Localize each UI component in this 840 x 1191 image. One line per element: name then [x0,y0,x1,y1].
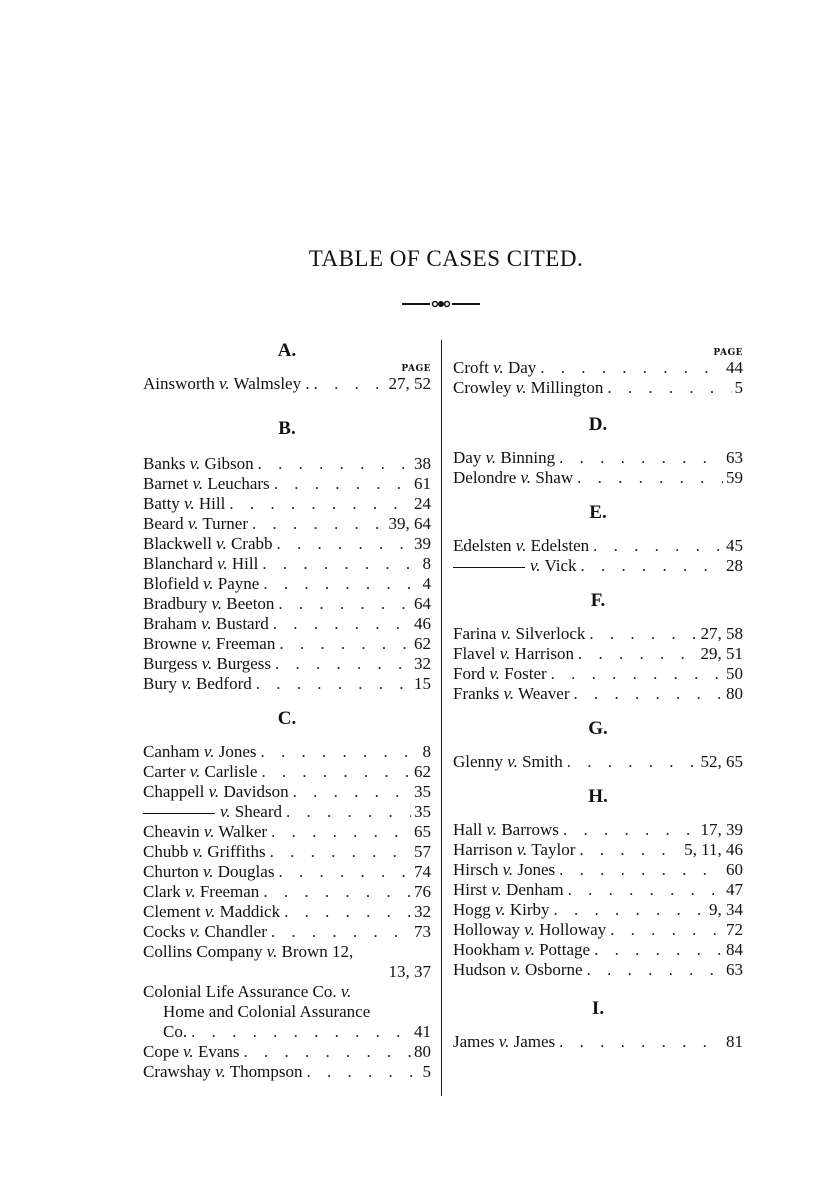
case-name: Chappell v. Davidson [143,782,289,801]
case-entry [143,1062,431,1082]
section-letter-e: E. [589,502,607,523]
case-page: 27, 52 [388,374,431,393]
right-column [453,340,743,1052]
case-entry [453,940,743,960]
case-page: 76 [414,882,431,901]
case-page: 8 [422,742,431,761]
case-page: 27, 58 [700,624,743,643]
case-entry [453,624,743,644]
case-entry [453,880,743,900]
case-entry [453,684,743,704]
case-page: 4 [422,574,431,593]
case-page: 28 [726,556,743,575]
case-entry [143,514,431,534]
case-page: 74 [414,862,431,881]
case-name: Ainsworth v. Walmsley . [143,374,310,393]
case-page: 38 [414,454,431,473]
section-letter-g: G. [588,718,608,739]
case-page: 46 [414,614,431,633]
case-page: 80 [414,1042,431,1061]
page-title: TABLE OF CASES CITED. [308,246,584,271]
case-name: Bradbury v. Beeton [143,594,275,613]
case-page: 65 [414,822,431,841]
case-page: 39, 64 [388,514,431,533]
case-name: Franks v. Weaver [453,684,570,703]
case-page: 32 [414,654,431,673]
case-entry [143,374,431,394]
case-entry [143,454,431,474]
case-entry [143,474,431,494]
section-letter-a: A. [277,340,297,361]
ornament-rule-icon [402,296,480,312]
case-page: 5 [734,378,743,397]
case-page: 59 [726,468,743,487]
case-entry [143,674,431,694]
case-entry-collins [143,942,431,982]
case-page: 8 [422,554,431,573]
case-page: 5, 11, 46 [684,840,743,859]
case-name: Crawshay v. Thompson [143,1062,303,1081]
case-page: 15 [414,674,431,693]
case-name: Hirsch v. Jones [453,860,556,879]
case-entry [453,468,743,488]
case-page: 41 [414,1022,431,1041]
case-name: Day v. Binning [453,448,556,467]
case-page: 17, 39 [700,820,743,839]
case-page: 63 [726,960,743,979]
case-entry [143,882,431,902]
case-name: Beard v. Turner [143,514,248,533]
case-page: 64 [414,594,431,613]
page-column-header: PAGE [401,364,431,374]
case-name: Hirst v. Denham [453,880,564,899]
case-name: Clement v. Maddick [143,902,281,921]
case-name: Hogg v. Kirby [453,900,550,919]
case-name: Collins Company v. Brown 12, [143,942,354,961]
section-letter-c: C. [277,708,297,729]
case-entry [453,644,743,664]
case-entry [143,782,431,802]
case-name: Bury v. Bedford [143,674,252,693]
case-name: v. Vick [453,556,577,576]
case-page: 57 [414,842,431,861]
case-name: Farina v. Silverlock [453,624,586,643]
case-page: 60 [726,860,743,879]
case-page: 24 [414,494,431,513]
case-name: Chubb v. Griffiths [143,842,266,861]
case-entry [143,902,431,922]
case-entry [143,742,431,762]
case-name: Burgess v. Burgess [143,654,272,673]
case-entry [453,900,743,920]
section-letter-b: B. [278,418,296,439]
case-name: v. Sheard [143,802,282,822]
case-entry [143,654,431,674]
case-page: 5 [422,1062,431,1081]
case-entry [143,614,431,634]
section-letter-f: F. [590,590,606,611]
case-entry [453,358,743,378]
case-page: 45 [726,536,743,555]
case-entry [143,842,431,862]
case-page: 44 [726,358,743,377]
case-entry [453,1032,743,1052]
case-page: 73 [414,922,431,941]
page-column-header: PAGE [713,348,743,358]
case-name: Croft v. Day [453,358,537,377]
case-page: 80 [726,684,743,703]
section-letter-h: H. [588,786,608,807]
case-page: 35 [414,802,431,821]
ditto-dash [143,813,215,814]
case-entry [453,536,743,556]
case-name: Browne v. Freeman [143,634,276,653]
case-page: 35 [414,782,431,801]
case-page: 63 [726,448,743,467]
section-letter-i: I. [591,998,605,1019]
case-entry [143,762,431,782]
case-entry [453,664,743,684]
case-entry [143,494,431,514]
case-name: Cocks v. Chandler [143,922,267,941]
case-entry [453,960,743,980]
case-name-cont: Home and Colonial Assurance [163,1002,371,1021]
ditto-dash [453,567,525,568]
case-entry [453,820,743,840]
case-page: 32 [414,902,431,921]
case-page: 50 [726,664,743,683]
section-letter-d: D. [588,414,608,435]
left-column [143,340,431,1082]
case-name: Batty v. Hill [143,494,226,513]
case-entry [453,920,743,940]
case-page: 29, 51 [700,644,743,663]
case-page: 61 [414,474,431,493]
case-page: 47 [726,880,743,899]
case-entry [143,802,431,822]
case-name-cont: Co. [163,1022,188,1041]
case-name: Cope v. Evans [143,1042,240,1061]
case-page: 13, 37 [388,962,431,981]
case-page: 39 [414,534,431,553]
case-entry [143,594,431,614]
case-name: James v. James [453,1032,556,1051]
case-name: Blanchard v. Hill [143,554,259,573]
case-entry [143,634,431,654]
case-page: 52, 65 [700,752,743,771]
case-page: 72 [726,920,743,939]
case-page: 81 [726,1032,743,1051]
case-entry [453,448,743,468]
case-page: 9, 34 [709,900,743,919]
case-name: Carter v. Carlisle [143,762,258,781]
column-divider [441,340,442,1096]
case-name: Delondre v. Shaw [453,468,574,487]
case-name: Banks v. Gibson [143,454,254,473]
case-entry [453,860,743,880]
case-name: Glenny v. Smith [453,752,563,771]
case-name: Colonial Life Assurance Co. v. [143,982,352,1001]
case-name: Hookham v. Pottage [453,940,591,959]
case-name: Flavel v. Harrison [453,644,575,663]
case-page: 84 [726,940,743,959]
case-name: Braham v. Bustard [143,614,269,633]
case-name: Blofield v. Payne [143,574,260,593]
case-name: Ford v. Foster [453,664,547,683]
case-entry [453,378,743,398]
case-name: Holloway v. Holloway [453,920,607,939]
case-page: 62 [414,634,431,653]
case-entry [143,534,431,554]
case-name: Crowley v. Millington [453,378,604,397]
case-entry [143,554,431,574]
case-name: Churton v. Douglas [143,862,275,881]
case-name: Canham v. Jones [143,742,257,761]
case-entry [143,574,431,594]
case-name: Hall v. Barrows [453,820,559,839]
case-name: Clark v. Freeman [143,882,260,901]
case-entry [453,752,743,772]
case-entry [453,556,743,576]
case-entry [143,822,431,842]
case-entry [453,840,743,860]
case-entry [143,862,431,882]
case-page: 62 [414,762,431,781]
case-name: Edelsten v. Edelsten [453,536,590,555]
case-name: Blackwell v. Crabb [143,534,273,553]
case-name: Barnet v. Leuchars [143,474,270,493]
case-name: Harrison v. Taylor [453,840,576,859]
case-entry [143,922,431,942]
case-entry [143,1042,431,1062]
case-name: Hudson v. Osborne [453,960,583,979]
case-entry-colonial [143,982,431,1042]
case-name: Cheavin v. Walker [143,822,268,841]
